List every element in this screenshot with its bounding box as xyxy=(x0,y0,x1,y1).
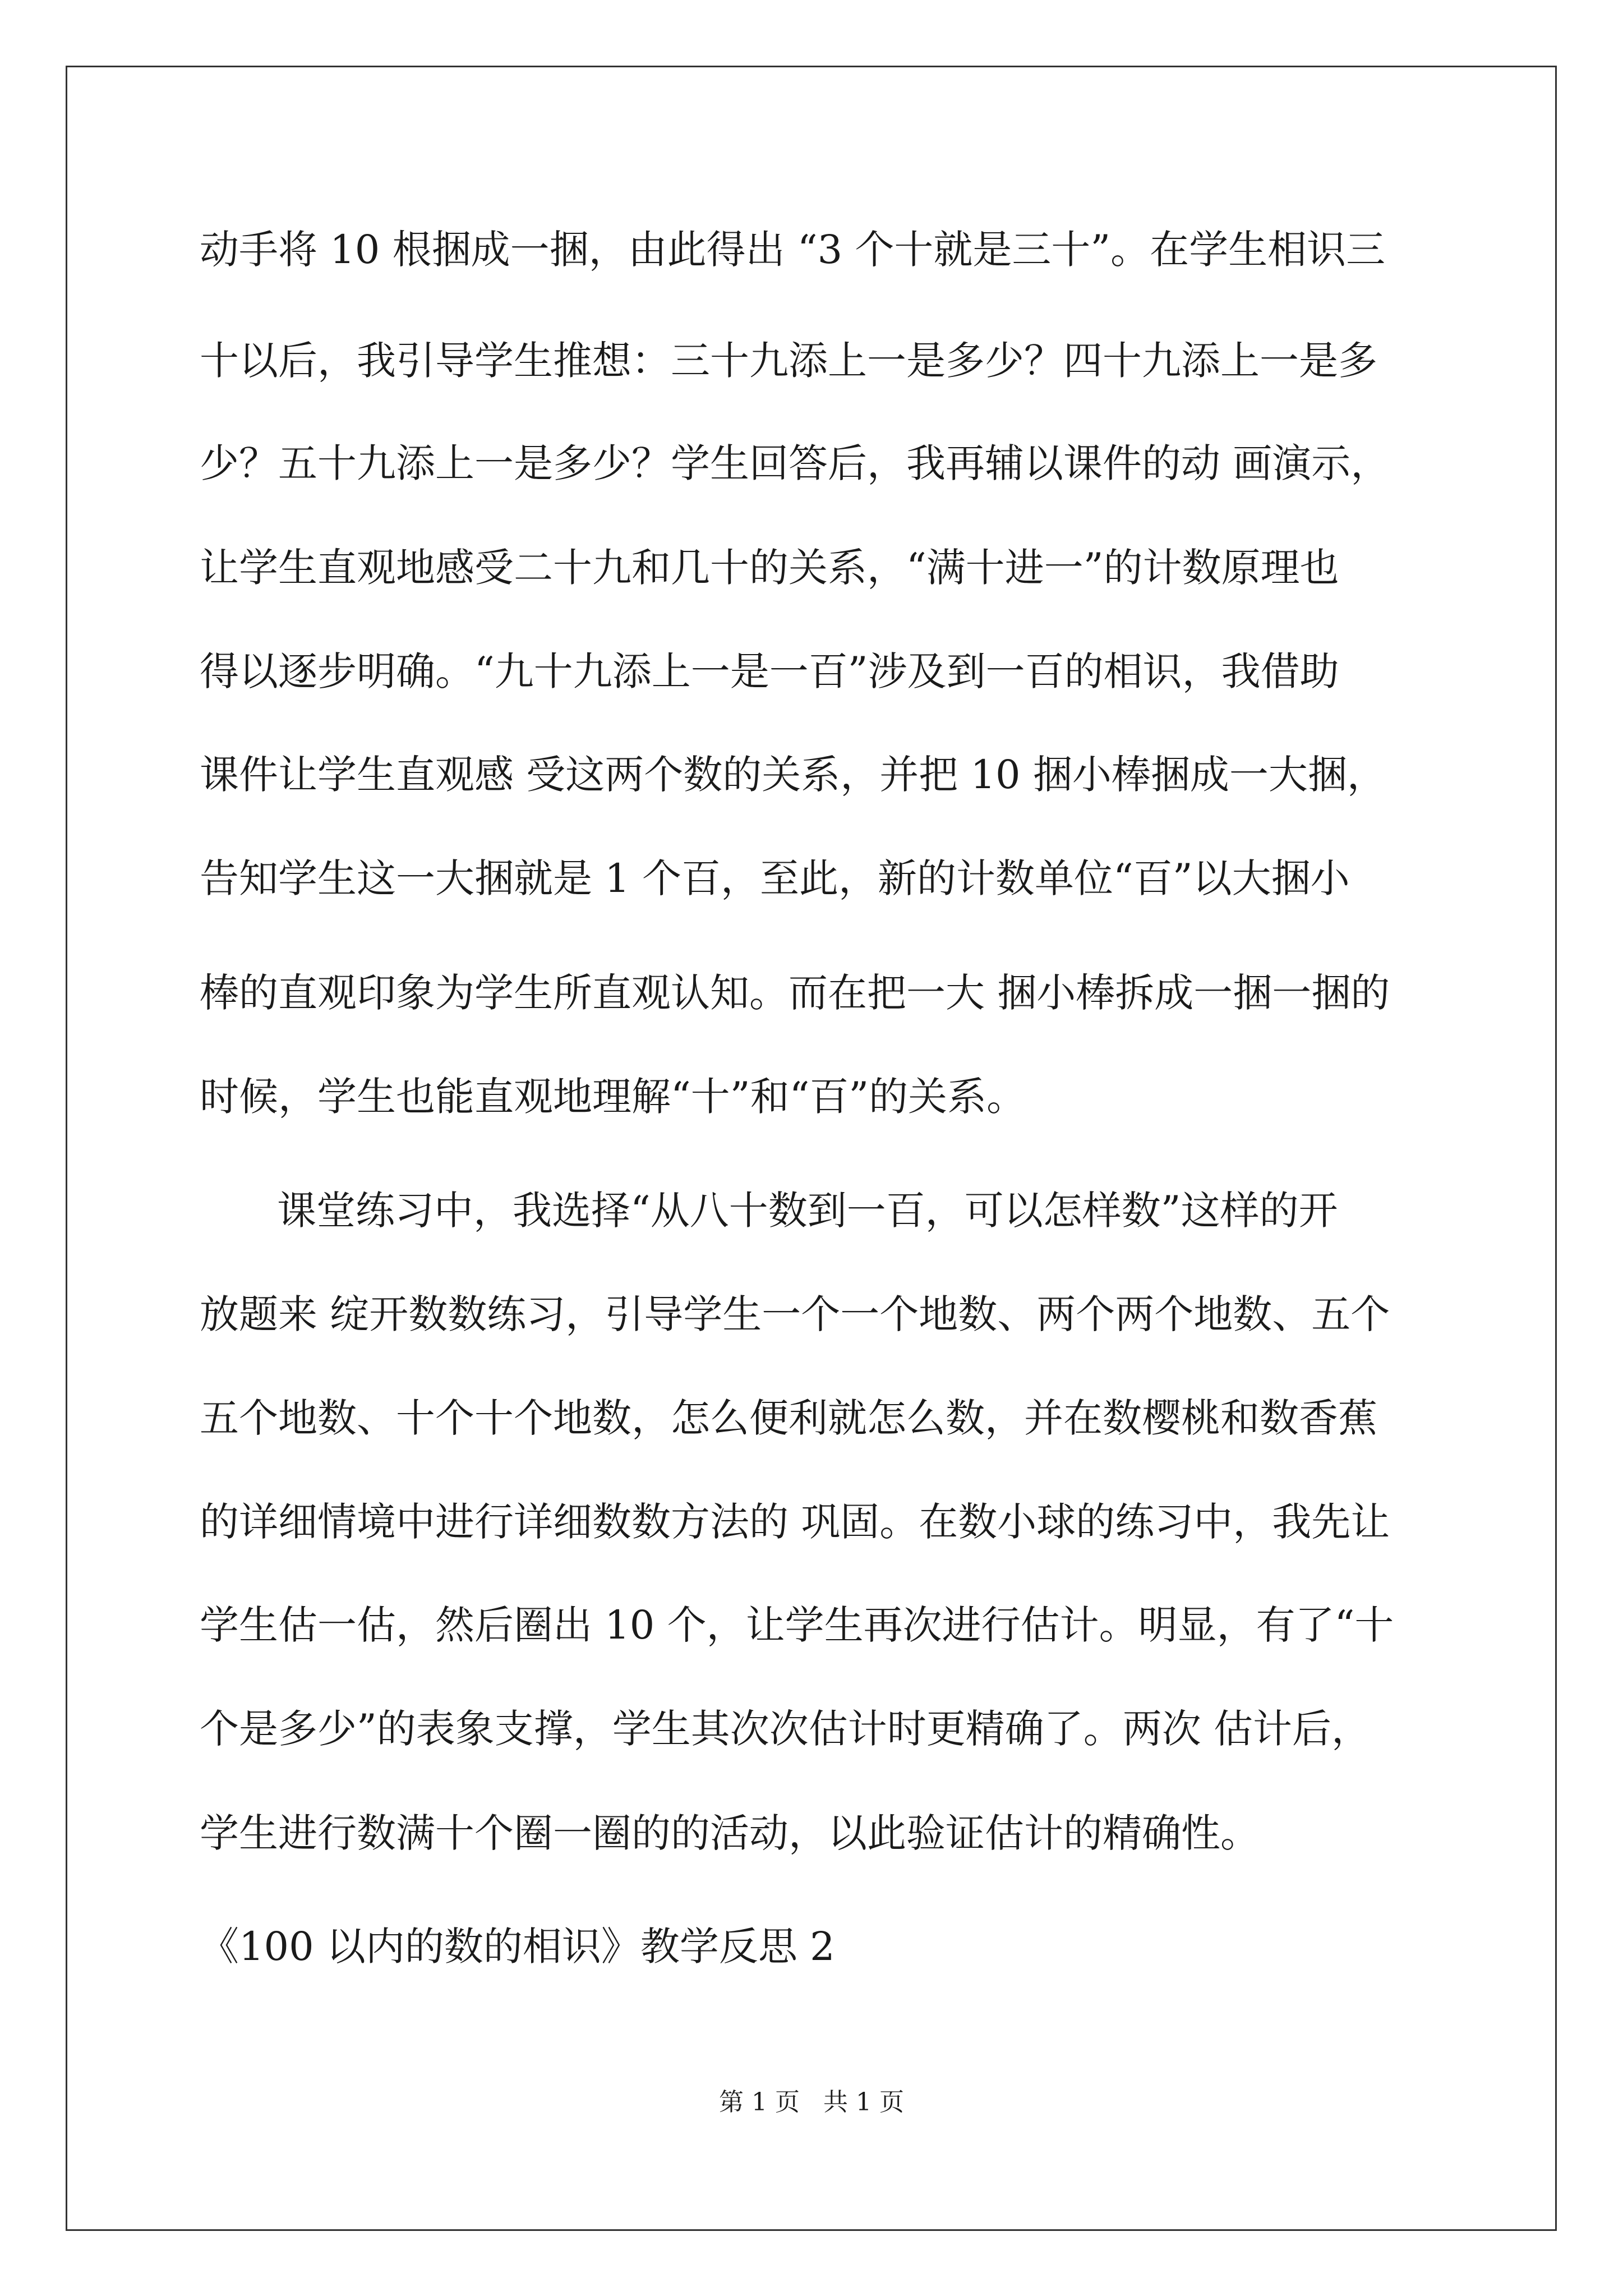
paragraph-line: 时候，学生也能直观地理解“十”和“百”的关系。 xyxy=(200,1074,1026,1120)
paragraph-line: 个是多少”的表象支撑，学生其次次估计时更精确了。两次 估计后， xyxy=(200,1706,1371,1752)
paragraph-line: 告知学生这一大捆就是 1 个百，至此，新的计数单位“百”以大捆小 xyxy=(200,855,1350,901)
paragraph-line: 少？五十九添上一是多少？学生回答后，我再辅以课件的动 画演示， xyxy=(200,440,1390,486)
paragraph-line: 棒的直观印象为学生所直观认知。而在把一大 捆小棒拆成一捆一捆的 xyxy=(200,970,1390,1016)
paragraph-line: 学生进行数满十个圈一圈的的活动，以此验证估计的精确性。 xyxy=(200,1810,1260,1856)
paragraph-line: 课堂练习中，我选择“从八十数到一百，可以怎样数”这样的开 xyxy=(277,1188,1338,1234)
page-border xyxy=(66,66,1557,2231)
paragraph-line: 五个地数、十个十个地数，怎么便利就怎么数，并在数樱桃和数香蕉 xyxy=(200,1395,1377,1441)
paragraph-line: 动手将 10 根捆成一捆，由此得出 “3 个十就是三十”。在学生相识三 xyxy=(200,227,1386,273)
page-footer: 第 1 页 共 1 页 xyxy=(719,2088,904,2116)
paragraph-line: 课件让学生直观感 受这两个数的关系，并把 10 捆小棒捆成一大捆， xyxy=(200,752,1386,798)
paragraph-line: 得以逐步明确。“九十九添上一是一百”涉及到一百的相识，我借助 xyxy=(200,648,1339,694)
paragraph-line: 让学生直观地感受二十九和几十的关系，“满十进一”的计数原理也 xyxy=(200,545,1339,591)
paragraph-line: 的详细情境中进行详细数数方法的 巩固。在数小球的练习中，我先让 xyxy=(200,1499,1390,1545)
paragraph-line: 学生估一估，然后圈出 10 个，让学生再次进行估计。明显，有了“十 xyxy=(200,1602,1394,1648)
section-heading: 《100 以内的数的相识》教学反思 2 xyxy=(200,1924,835,1970)
paragraph-line: 放题来 绽开数数练习，引导学生一个一个地数、两个两个地数、五个 xyxy=(200,1291,1390,1337)
paragraph-line: 十以后，我引导学生推想：三十九添上一是多少？四十九添上一是多 xyxy=(200,338,1377,384)
